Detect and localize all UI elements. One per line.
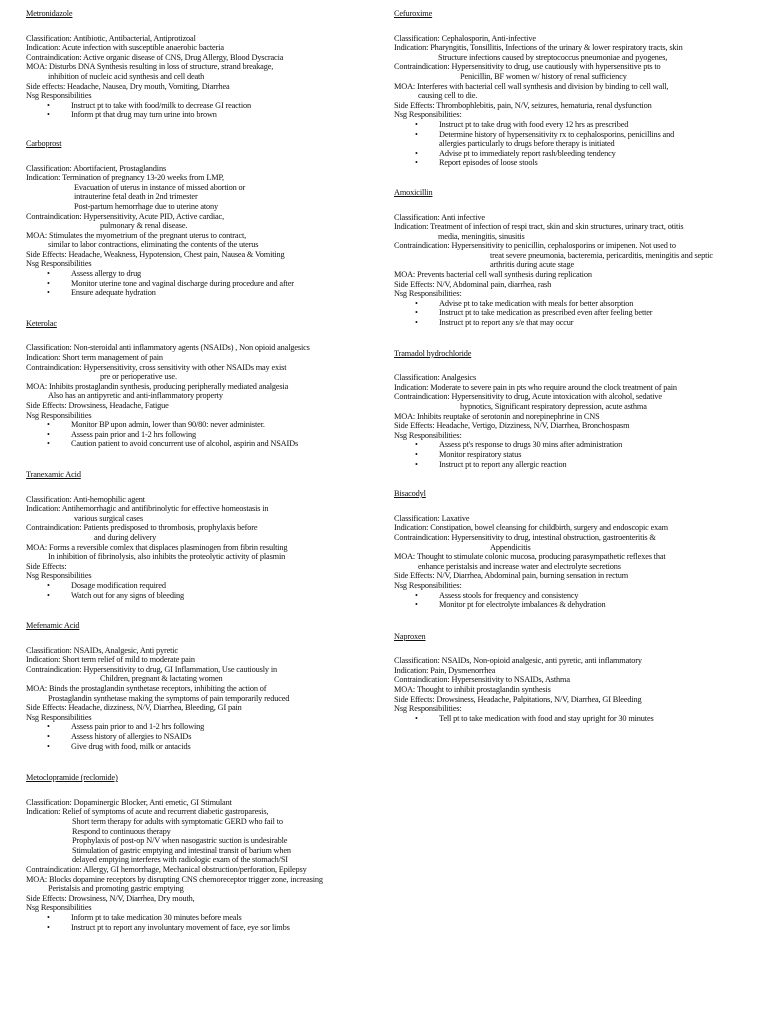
text-line: inhibition of nucleic acid synthesis and cell death (48, 71, 205, 81)
drug-section-amoxicillin (394, 188, 756, 328)
text-line: Structure infections caused by streptococcus pneumoniae and pyogenes, (438, 52, 668, 62)
text-line: Contraindication: Hypersensitivity to drug, use cautiously with hypersensitive pts to (394, 62, 661, 72)
bullet-item: • Instruct pt to report any involuntary movement of face, eye sor limbs (26, 923, 380, 933)
text-line: arthritis during acute stage (490, 260, 575, 270)
text-line: Side Effects: Drowsiness, N/V, Diarrhea, Dry mouth, (26, 893, 195, 903)
bullet-item: • Assess pain prior and 1-2 hrs following (26, 430, 380, 440)
drug-section-bisacodyl (394, 489, 756, 610)
text-line: Short term therapy for adults with symptomatic GERD who fail to (72, 817, 283, 826)
text-line: Indication: Termination of pregnancy 13-20 weeks from LMP, (26, 173, 224, 183)
text-line: Nsg Responsibilities (26, 410, 92, 420)
drug-title: Carboprost (26, 138, 62, 148)
bullet-item: • Monitor pt for electrolyte imbalances & dehydration (394, 600, 756, 610)
text-line: MOA: Forms a reversible comlex that displaces plasminogen from fibrin resulting (26, 542, 288, 552)
text-line: intrauterine fetal death in 2nd trimester (74, 192, 198, 202)
text-line: Indication: Pain, Dysmenorrhea (394, 665, 496, 675)
text-line: Side effects: Headache, Nausea, Dry mouth, Vomiting, Diarrhea (26, 81, 230, 91)
text-line: Side Effects: Headache, Weakness, Hypotension, Chest pain, Nausea & Vomiting (26, 249, 285, 259)
text-line: Classification: Abortifacient, Prostaglandins (26, 163, 167, 173)
bullet-item: • Inform pt to take medication 30 minutes before meals (26, 913, 380, 923)
text-line: Classification: Laxative (394, 513, 470, 523)
text-line: pulmonary & renal disease. (100, 221, 188, 231)
text-line: Classification: Anti infective (394, 212, 485, 222)
text-line: Nsg Responsibilities: (394, 110, 462, 120)
text-line: In inhibition of fibrinolysis, also inhibits the proteolytic activity of plasmin (48, 552, 286, 562)
text-line: Classification: NSAIDs, Analgesic, Anti pyretic (26, 645, 178, 655)
text-line: Stimulation of gastric emptying and intestinal transit of barium when (72, 845, 291, 855)
text-line: Appendicitis (490, 542, 531, 552)
text-line: various surgical cases (74, 513, 143, 523)
drug-title: Keterolac (26, 318, 57, 328)
drug-title: Tramadol hydrochloride (394, 348, 472, 358)
bullet-item: • Assess pt's response to drugs 30 mins after administration (394, 440, 756, 450)
text-line: Indication: Antihemorrhagic and antifibrinolytic for effective homeostasis in (26, 504, 269, 514)
bullet-item: • Instruct pt to take drug with food every 12 hrs as prescribed (394, 120, 756, 130)
text-line: Contraindication: Hypersensitivity, Acute PID, Active cardiac, (26, 211, 224, 221)
text-line: Nsg Responsibilities (26, 712, 92, 722)
text-line: Prophylaxis of post-op N/V when nasogastric suction is undesirable (72, 836, 288, 846)
text-line: Side Effects: N/V, Abdominal pain, diarrhea, rash (394, 279, 552, 289)
text-line: MOA: Thought to inhibit prostaglandin synthesis (394, 685, 551, 695)
bullet-item: • Tell pt to take medication with food and stay upright for 30 minutes (394, 714, 756, 724)
drug-title: Tranexamic Acid (26, 469, 81, 479)
text-line: MOA: Prevents bacterial cell wall synthesis during replication (394, 270, 592, 280)
bullet-item: • Assess stools for frequency and consistency (394, 591, 756, 601)
bullet-item: • Instruct pt to take with food/milk to decrease GI reaction (26, 101, 380, 111)
text-line: MOA: Inhibits prostaglandin synthesis, producing peripherally mediated analgesia (26, 381, 289, 391)
text-line: Nsg Responsibilities: (394, 289, 462, 299)
drug-section-mefenamic-acid (26, 621, 380, 751)
text-line: MOA: Interferes with bacterial cell wall synthesis and division by binding to cell wall, (394, 81, 669, 91)
text-line: Post-partum hemorrhage due to uterine atony (74, 201, 219, 211)
text-line: Side Effects: Headache, Vertigo, Dizziness, N/V, Diarrhea, Bronchospasm (394, 421, 630, 431)
drug-section-cefuroxime (394, 9, 756, 168)
text-line: Classification: Non-steroidal anti inflammatory agents (NSAIDs) , Non opioid analgesics (26, 343, 310, 353)
text-line: Also has an antipyretic and anti-inflammatory property (48, 391, 223, 401)
text-line: Nsg Responsibilities: (394, 580, 462, 590)
text-line: Contraindication: Hypersensitivity to NSAIDs, Asthma (394, 675, 570, 685)
drug-title: Cefuroxime (394, 9, 433, 18)
drug-title: Bisacodyl (394, 489, 426, 499)
text-line: Contraindication: Hypersensitivity to penicillin, cephalosporins or imipenen. Not used to (394, 241, 676, 251)
text-line: Side Effects: Drowsiness, Headache, Palpitations, N/V, Diarrhea, GI Bleeding (394, 694, 642, 704)
drug-section-naproxen (394, 632, 756, 724)
text-line: enhance peristalsis and increase water and electrolyte secretions (418, 561, 621, 571)
drug-title: Metronidazole (26, 9, 73, 18)
text-line: media, meningitis, sinusitis (438, 231, 525, 241)
text-line: hypnotics, Significant respiratory depression, acute asthma (460, 402, 647, 411)
text-line: Side Effects: (26, 561, 67, 571)
text-line: causing cell to die. (418, 91, 478, 101)
text-line: Indication: Moderate to severe pain in pts who require around the clock treatment of pain (394, 382, 677, 392)
text-line: Contraindication: Allergy, GI hemorrhage, Mechanical obstruction/perforation, Epilepsy (26, 864, 307, 874)
text-line: Children, pregnant & lactating women (100, 674, 223, 684)
bullet-item: • Dosage modification required (26, 581, 380, 591)
text-line: Peristalsis and promoting gastric emptying (48, 884, 184, 894)
bullet-item: • Instruct pt to report any allergic reaction (394, 460, 756, 470)
text-line: Contraindication: Hypersensitivity to drug, Acute intoxication with alcohol, sedative (394, 392, 662, 402)
text-line: treat severe pneumonia, bacteremia, pericarditis, meningitis and septic (490, 250, 713, 260)
text-line: MOA: Inhibits reuptake of serotonin and norepinephrine in CNS (394, 411, 600, 421)
bullet-item: • Advise pt to take medication with meals for better absorption (394, 299, 756, 309)
text-line: Respond to continuous therapy (72, 826, 171, 836)
drug-title: Amoxicillin (394, 187, 433, 197)
drug-title: Metoclopramide (reclomide) (26, 773, 118, 783)
text-line: Side Effects: Thrombophlebitis, pain, N/V, seizures, hematuria, renal dysfunction (394, 100, 652, 110)
text-line: Nsg Responsibilities (26, 903, 92, 913)
bullet-item: • Monitor BP upon admin, lower than 90/80: never administer. (26, 420, 380, 430)
drug-section-tranexamic-acid (26, 470, 380, 600)
text-line: Indication: Pharyngitis, Tonsillitis, Infections of the urinary & lower respiratory tracts, skin (394, 43, 683, 53)
text-line: Classification: Dopaminergic Blocker, Anti emetic, GI Stimulant (26, 797, 232, 807)
bullet-item: • Report episodes of loose stools (394, 158, 756, 168)
text-line: Classification: Antibiotic, Antibacterial, Antiprotizoal (26, 33, 196, 43)
text-line: Indication: Relief of symptoms of acute and recurrent diabetic gastroparesis, (26, 807, 269, 817)
text-line: MOA: Stimulates the myometrium of the pregnant uterus to contract, (26, 230, 247, 240)
bullet-item: • Monitor respiratory status (394, 450, 756, 460)
bullet-item: • Monitor uterine tone and vaginal discharge during procedure and after (26, 279, 380, 289)
text-line: Penicillin, BF women w/ history of renal sufficiency (460, 71, 627, 81)
text-line: Side Effects: N/V, Diarrhea, Abdominal pain, burning sensation in rectum (394, 571, 629, 581)
text-line: Classification: NSAIDs, Non-opioid analgesic, anti pyretic, anti inflammatory (394, 656, 642, 666)
drug-section-tramadol-hydrochloride (394, 349, 756, 470)
bullet-item: • Instruct pt to report any s/e that may occur (394, 318, 756, 328)
text-line: Indication: Acute infection with susceptible anaerobic bacteria (26, 43, 224, 53)
text-line: allergies particularly to drugs before therapy is initiated (439, 139, 615, 149)
drug-title: Naproxen (394, 631, 426, 641)
text-line: Nsg Responsibilities: (394, 430, 462, 440)
text-line: Nsg Responsibilities (26, 91, 92, 101)
text-line: pre or perioperative use. (100, 372, 177, 382)
text-line: and during delivery (94, 532, 157, 542)
text-line: delayed emptying interferes with radiologic exam of the stomach/SI (72, 855, 288, 865)
text-line: MOA: Thought to stimulate colonic mucosa, producing parasympathetic reflexes that (394, 552, 666, 562)
text-line: Indication: Short term relief of mild to moderate pain (26, 655, 195, 665)
text-line: Indication: Constipation, bowel cleansing for childbirth, surgery and endoscopic exam (394, 523, 668, 533)
text-line: Prostaglandin synthetase making the symptoms of pain temporarily reduced (48, 693, 290, 703)
bullet-item: • Caution patient to avoid concurrent use of alcohol, aspirin and NSAIDs (26, 439, 380, 449)
text-line: Nsg Responsibilities: (394, 704, 462, 714)
bullet-item: • Assess history of allergies to NSAIDs (26, 732, 380, 742)
text-line: Contraindication: Active organic disease of CNS, Drug Allergy, Blood Dyscracia (26, 52, 284, 62)
text-line: Contraindication: Hypersensitivity to drug, GI Inflammation, Use cautiously in (26, 664, 277, 674)
text-line: Contraindication: Patients predisposed to thrombosis, prophylaxis before (26, 523, 258, 533)
left-column (26, 9, 380, 932)
text-line: Contraindication: Hypersensitivity to drug, intestinal obstruction, gastroenteritis & (394, 532, 656, 542)
text-line: Classification: Cephalosporin, Anti-infective (394, 33, 536, 43)
bullet-item: • Determine history of hypersensitivity rx to cephalosporins, penicillins and (394, 130, 756, 140)
text-line: Nsg Responsibilities (26, 571, 92, 581)
bullet-item: • Inform pt that drug may turn urine into brown (26, 110, 380, 120)
bullet-item: • Advise pt to immediately report rash/bleeding tendency (394, 149, 756, 159)
bullet-item: • Watch out for any signs of bleeding (26, 591, 380, 601)
bullet-item: • Give drug with food, milk or antacids (26, 742, 380, 752)
text-line: Side Effects: Headache, dizziness, N/V, Diarrhea, Bleeding, GI pain (26, 703, 242, 713)
text-line: Nsg Responsibilities (26, 259, 92, 269)
text-line: Classification: Analgesics (394, 373, 477, 383)
drug-section-keterolac (26, 319, 380, 449)
bullet-item: • Ensure adequate hydration (26, 288, 380, 298)
text-line: Indication: Short term management of pain (26, 353, 163, 363)
text-line: Classification: Anti-hemophilic agent (26, 494, 145, 504)
text-line: Indication: Treatment of infection of respi tract, skin and skin structures, urinary tract, otitis (394, 222, 684, 232)
text-line: Contraindication: Hypersensitivity, cross sensitivity with other NSAIDs may exist (26, 362, 287, 372)
drug-section-metoclopramide-reclomide (26, 773, 380, 932)
text-line: MOA: Binds the prostaglandin synthetase receptors, inhibiting the action of (26, 684, 267, 694)
bullet-item: • Assess allergy to drug (26, 269, 380, 279)
text-line: Side Effects: Drowsiness, Headache, Fatigue (26, 401, 169, 410)
text-line: similar to labor contractions, eliminating the contents of the uterus (48, 240, 259, 250)
drug-section-metronidazole (26, 9, 380, 120)
right-column (394, 9, 756, 723)
drug-title: Mefenamic Acid (26, 621, 80, 631)
text-line: MOA: Disturbs DNA Synthesis resulting in loss of structure, strand breakage, (26, 62, 274, 72)
bullet-item: • Assess pain prior to and 1-2 hrs following (26, 722, 380, 732)
bullet-item: • Instruct pt to take medication as prescribed even after feeling better (394, 308, 756, 318)
text-line: MOA: Blocks dopamine receptors by disrupting CNS chemoreceptor trigger zone, increasing (26, 874, 323, 884)
text-line: Evacuation of uterus in instance of missed abortion or (74, 182, 246, 192)
drug-section-carboprost (26, 139, 380, 298)
